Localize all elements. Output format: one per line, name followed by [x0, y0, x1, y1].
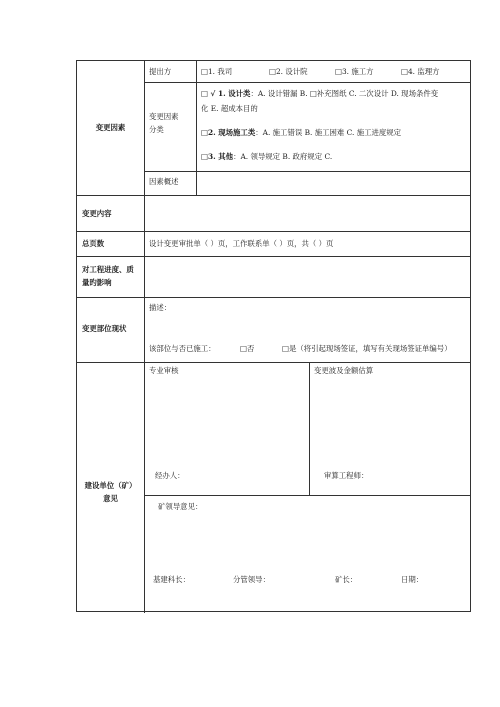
- category-design-line2: 化 E. 超成本目的: [201, 104, 258, 113]
- cause-overview-field[interactable]: [197, 172, 471, 195]
- proposer-label: 提出方: [149, 67, 172, 76]
- constructed-no-checkbox[interactable]: □否: [240, 344, 255, 353]
- label-column-divider: [144, 61, 145, 613]
- status-description-label: 描述：: [149, 303, 172, 312]
- category-design-title: □ √ 1. 设计类: [201, 89, 251, 98]
- constructed-yes-checkbox[interactable]: □是（将引起现场签证，填写有关现场签证单编号）: [282, 344, 452, 353]
- owner-section-label-line1: 建设单位（矿）: [84, 481, 137, 490]
- category-construction-line[interactable]: [201, 128, 401, 138]
- change-approval-form: [76, 60, 471, 612]
- supervising-leader-signature[interactable]: 分管领导：: [233, 575, 270, 584]
- proposer-option-design-institute[interactable]: □2. 设计院: [269, 67, 308, 76]
- category-other-title: □3. 其他: [201, 152, 234, 161]
- change-content-field[interactable]: [145, 196, 471, 231]
- category-label-line2: 分类: [149, 125, 164, 134]
- cause-section-label: 变更因素: [95, 123, 126, 132]
- mine-leader-opinion-label: 矿领导意见：: [158, 502, 203, 511]
- category-other-options: ：A. 领导规定 B. 政府规定 C.: [233, 152, 333, 161]
- total-pages-label: 总页数: [82, 239, 105, 248]
- category-design-options: ：A. 设计错漏 B. □补充图纸 C. 二次设计 D. 现场条件变: [250, 89, 439, 98]
- row-divider: [77, 297, 471, 298]
- row-divider: [144, 82, 471, 83]
- row-divider: [77, 231, 471, 232]
- row-divider: [144, 495, 471, 496]
- handler-signature-label[interactable]: 经办人：: [155, 471, 185, 480]
- change-content-label: 变更内容: [82, 209, 112, 218]
- proposer-option-contractor[interactable]: □3. 施工方: [335, 67, 374, 76]
- category-other-line[interactable]: [201, 152, 332, 162]
- mine-director-signature[interactable]: 矿长：: [335, 575, 358, 584]
- category-construction-options: ：A. 施工错误 B. 施工困难 C. 施工进度规定: [255, 128, 402, 137]
- date-field[interactable]: 日期：: [401, 575, 424, 584]
- infrastructure-chief-signature[interactable]: 基建科长：: [153, 575, 190, 584]
- category-label-line1: 变更因素: [149, 112, 179, 121]
- amount-estimate-label: 变更波及金额估算: [314, 366, 374, 375]
- category-design-line[interactable]: [201, 89, 438, 99]
- impact-field[interactable]: [145, 257, 471, 297]
- cause-overview-label: 因素概述: [149, 177, 179, 186]
- status-section-label: 变更部位现状: [82, 324, 127, 333]
- professional-review-label: 专业审核: [149, 366, 179, 375]
- category-construction-title: □2. 现场施工类: [201, 128, 256, 137]
- proposer-option-supervisor[interactable]: □4. 监理方: [401, 67, 440, 76]
- constructed-question: 该部位与否已施工：: [149, 344, 216, 353]
- impact-label-line2: 量旳影响: [82, 278, 112, 287]
- review-estimate-divider: [309, 362, 310, 495]
- owner-section-label-line2: 意见: [103, 494, 118, 503]
- auditor-signature-label[interactable]: 审算工程师：: [324, 471, 369, 480]
- status-description-field[interactable]: [145, 315, 471, 337]
- total-pages-text[interactable]: 设计变更审批单（ ）页，工作联系单（ ）页，共（ ）页: [149, 239, 334, 248]
- impact-label-line1: 对工程进度、质: [82, 265, 134, 274]
- row-divider: [77, 362, 471, 363]
- proposer-option-ours[interactable]: □1. 我司: [201, 67, 233, 76]
